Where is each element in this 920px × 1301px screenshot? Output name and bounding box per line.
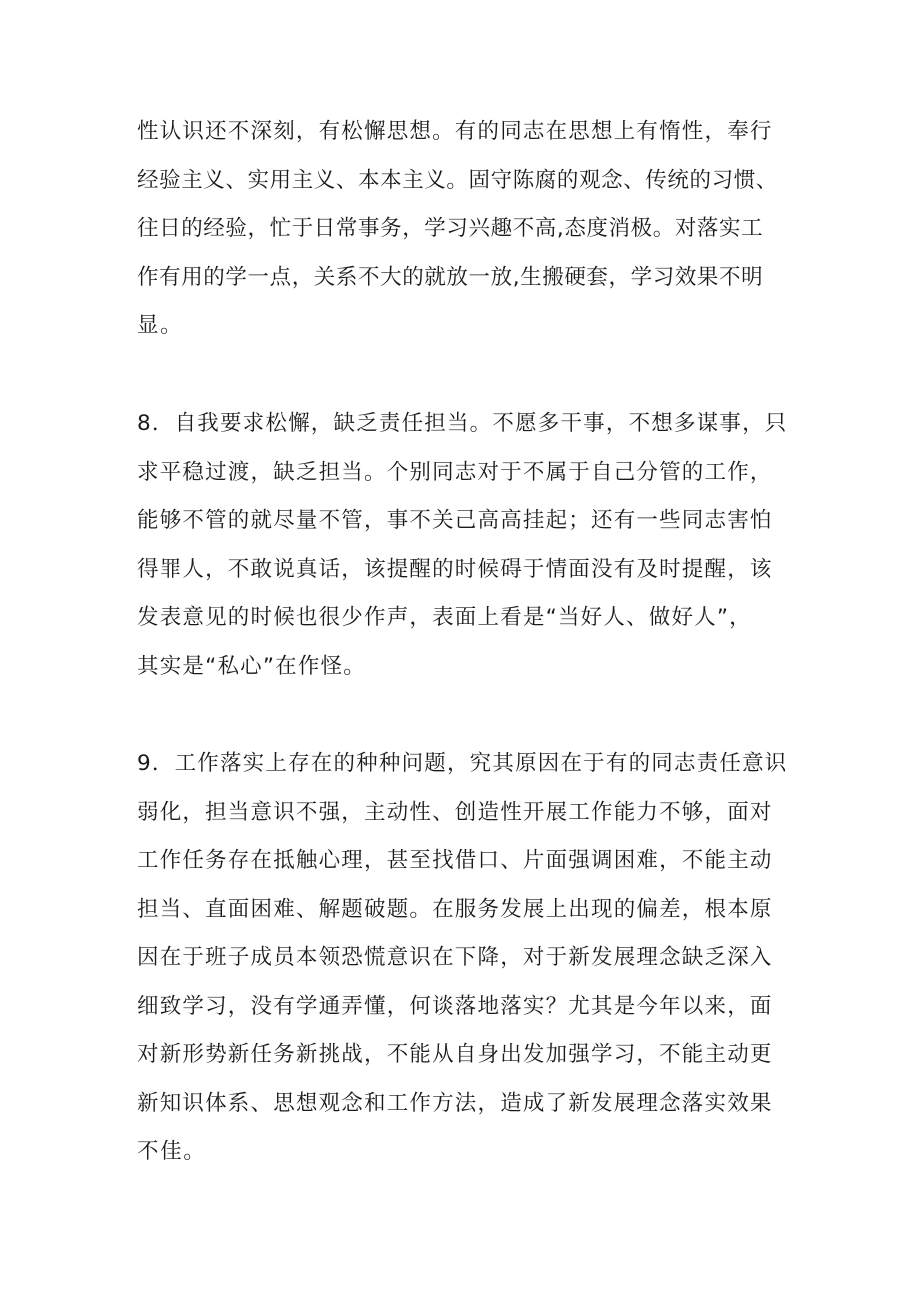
paragraph-item-9 xyxy=(137,740,797,1177)
text-line: 弱化，担当意识不强，主动性、创造性开展工作能力不够，面对 xyxy=(137,799,773,825)
text-line: 对新形势新任务新挑战，不能从自身出发加强学习，不能主动更 xyxy=(137,1042,773,1067)
text-line: 发表意见的时候也很少作声，表面上看是“当好人、做好人”， xyxy=(137,605,752,630)
text-line: 8．自我要求松懈，缺乏责任担当。不愿多干事，不想多谋事，只 xyxy=(137,411,788,436)
text-line: 经验主义、实用主义、本本主义。固守陈腐的观念、传统的习惯、 xyxy=(137,167,778,193)
text-line: 担当、直面困难、解题破题。在服务发展上出现的偏差，根本原 xyxy=(137,896,773,922)
text-line: 不佳。 xyxy=(137,1139,207,1164)
text-line: 作有用的学一点，关系不大的就放一放,生搬硬套，学习效果不明 xyxy=(137,264,764,290)
text-line: 性认识还不深刻，有松懈思想。有的同志在思想上有惰性，奉行 xyxy=(137,119,773,144)
text-line: 工作任务存在抵触心理，甚至找借口、片面强调困难，不能主动 xyxy=(137,848,773,873)
text-line: 得罪人，不敢说真话，该提醒的时候碍于情面没有及时提醒，该 xyxy=(137,556,773,582)
text-line: 9．工作落实上存在的种种问题，究其原因在于有的同志责任意识 xyxy=(137,751,788,776)
text-line: 因在于班子成员本领恐慌意识在下降，对于新发展理念缺乏深入 xyxy=(137,945,773,970)
text-line: 往日的经验，忙于日常事务，学习兴趣不高,态度消极。对落实工 xyxy=(137,216,764,241)
text-line: 新知识体系、思想观念和工作方法，造成了新发展理念落实效果 xyxy=(137,1090,773,1116)
text-line: 显。 xyxy=(137,313,184,338)
text-line: 细致学习，没有学通弄懂，何谈落地落实？尤其是今年以来，面 xyxy=(137,993,773,1019)
text-line: 其实是“私心”在作怪。 xyxy=(137,653,366,679)
paragraph-continuation xyxy=(137,108,797,351)
text-line: 能够不管的就尽量不管，事不关己高高挂起；还有一些同志害怕 xyxy=(137,508,773,533)
paragraph-item-8 xyxy=(137,400,797,691)
text-line: 求平稳过渡，缺乏担当。个别同志对于不属于自己分管的工作， xyxy=(137,459,773,485)
